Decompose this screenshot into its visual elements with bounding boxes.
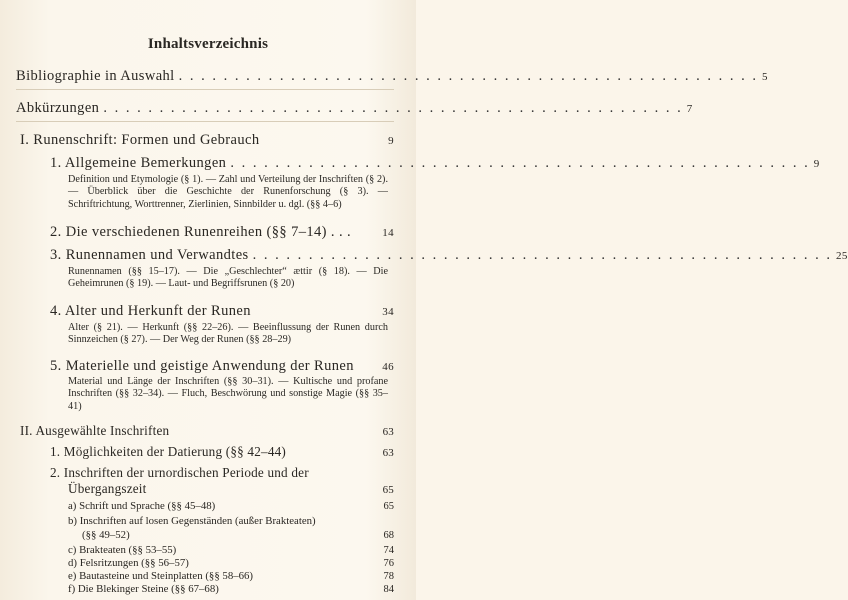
- toc-entry-label: 2. Die verschiedenen Runenreihen (§§ 7–14) . . .: [50, 224, 352, 240]
- toc-section-5: [50, 358, 394, 375]
- toc-entry-label: 1. Allgemeine Bemerkungen: [50, 155, 227, 171]
- toc-section-description: Definition und Etymologie (§ 1). — Zahl und Verteilung der Inschriften (§ 2). — Überblick über die Geschichte der Runenforschung (§ 3). — Schriftrichtung, Worttrenner, Zierlinien, Sinnbilder u. dgl. (§§ 4–6): [68, 174, 388, 210]
- toc-part-1: [20, 132, 394, 149]
- toc-part2-section-2-cont: [68, 481, 394, 497]
- toc-subentry-b-cont: [82, 529, 394, 541]
- toc-section-description: Runennamen (§§ 15–17). — Die „Geschlechter“ ættir (§ 18). — Die Geheimrunen (§ 19). — Laut- und Begriffsrunen (§ 20): [68, 266, 388, 290]
- toc-entry-page: 74: [383, 545, 394, 556]
- toc-entry-page: 34: [382, 306, 394, 318]
- toc-entry-abkuerzungen: [16, 100, 693, 117]
- leader-dots: . . . . . . . . . . . . . . . . . . . . . . . . . . . . . . . . . . . . . . . . . . . . . . . . . . . .: [178, 68, 758, 84]
- toc-section-description: Material und Länge der Inschriften (§§ 30–31). — Kultische und profane Inschriften (§§ 32–34). — Fluch, Beschwörung und sonstige Magie (§§ 35–41): [68, 376, 388, 412]
- toc-entry-page: 68: [383, 530, 394, 541]
- toc-part2-section-1: [50, 444, 394, 460]
- toc-entry-label: 5. Materielle und geistige Anwendung der Runen: [50, 358, 354, 374]
- toc-section-1: [50, 155, 820, 172]
- toc-entry-page: 5: [762, 71, 768, 83]
- leader-dots: . . . . . . . . . . . . . . . . . . . . . . . . . . . . . . . . . . . . . . . . . . . . . . . . . . . .: [252, 247, 832, 263]
- toc-entry-label: (§§ 49–52): [82, 529, 130, 541]
- toc-entry-label: f) Die Blekinger Steine (§§ 67–68): [68, 583, 219, 595]
- toc-entry-page: 14: [382, 227, 394, 239]
- toc-subentry-e: [68, 570, 394, 582]
- toc-entry-page: 65: [383, 501, 394, 512]
- toc-part2-section-2: [50, 465, 394, 481]
- toc-entry-page: 63: [382, 447, 394, 459]
- toc-entry-label: Bibliographie in Auswahl: [16, 68, 175, 84]
- toc-entry-label: c) Brakteaten (§§ 53–55): [68, 544, 177, 556]
- toc-section-2: [50, 224, 394, 241]
- toc-entry-label: Übergangszeit: [68, 481, 147, 496]
- toc-entry-label: e) Bautasteine und Steinplatten (§§ 58–66): [68, 570, 254, 582]
- toc-entry-page: 76: [383, 558, 394, 569]
- toc-entry-label: Abkürzungen: [16, 100, 100, 116]
- toc-entry-page: 9: [813, 158, 820, 170]
- toc-section-4: [50, 303, 394, 320]
- toc-entry-label: II. Ausgewählte Inschriften: [20, 423, 170, 438]
- toc-subentry-d: [68, 557, 394, 569]
- toc-entry-page: 25: [835, 250, 848, 262]
- toc-entry-page: 78: [383, 571, 394, 582]
- toc-section-description: Alter (§ 21). — Herkunft (§§ 22–26). — Beeinflussung der Runen durch Sinnzeichen (§ 27). — Der Weg der Runen (§§ 28–29): [68, 322, 388, 346]
- divider: [16, 89, 394, 90]
- toc-subentry-f: [68, 583, 394, 595]
- toc-entry-label: I. Runenschrift: Formen und Gebrauch: [20, 132, 260, 148]
- toc-entry-page: 7: [686, 103, 693, 115]
- toc-entry-page: 9: [388, 135, 394, 147]
- toc-subentry-a: [68, 500, 394, 512]
- leader-dots: . . . . . . . . . . . . . . . . . . . . . . . . . . . . . . . . . . . . . . . . . . . . . . . . . . . .: [103, 100, 683, 116]
- leader-dots: . . . . . . . . . . . . . . . . . . . . . . . . . . . . . . . . . . . . . . . . . . . . . . . . . . . .: [230, 155, 810, 171]
- toc-entry-page: 84: [383, 584, 394, 595]
- toc-entry-label: 2. Inschriften der urnordischen Periode und der: [50, 465, 309, 480]
- page-title: Inhaltsverzeichnis: [147, 36, 269, 52]
- toc-entry-page: 65: [382, 484, 394, 496]
- toc-subentry-c: [68, 544, 394, 556]
- toc-entry-label: 3. Runennamen und Verwandtes: [50, 247, 249, 263]
- toc-entry-bibliographie: [16, 68, 768, 85]
- toc-entry-label: b) Inschriften auf losen Gegenständen (außer Brakteaten): [68, 515, 316, 527]
- toc-section-3: [50, 247, 848, 264]
- toc-entry-page: 63: [382, 426, 394, 438]
- toc-subentry-b: [68, 515, 394, 527]
- toc-part-2: [20, 423, 394, 439]
- toc-entry-label: a) Schrift und Sprache (§§ 45–48): [68, 500, 216, 512]
- toc-entry-label: 4. Alter und Herkunft der Runen: [50, 303, 251, 319]
- divider: [16, 121, 394, 122]
- toc-entry-label: d) Felsritzungen (§§ 56–57): [68, 557, 189, 569]
- toc-entry-label: 1. Möglichkeiten der Datierung (§§ 42–44): [50, 444, 286, 459]
- toc-entry-page: 46: [382, 361, 394, 373]
